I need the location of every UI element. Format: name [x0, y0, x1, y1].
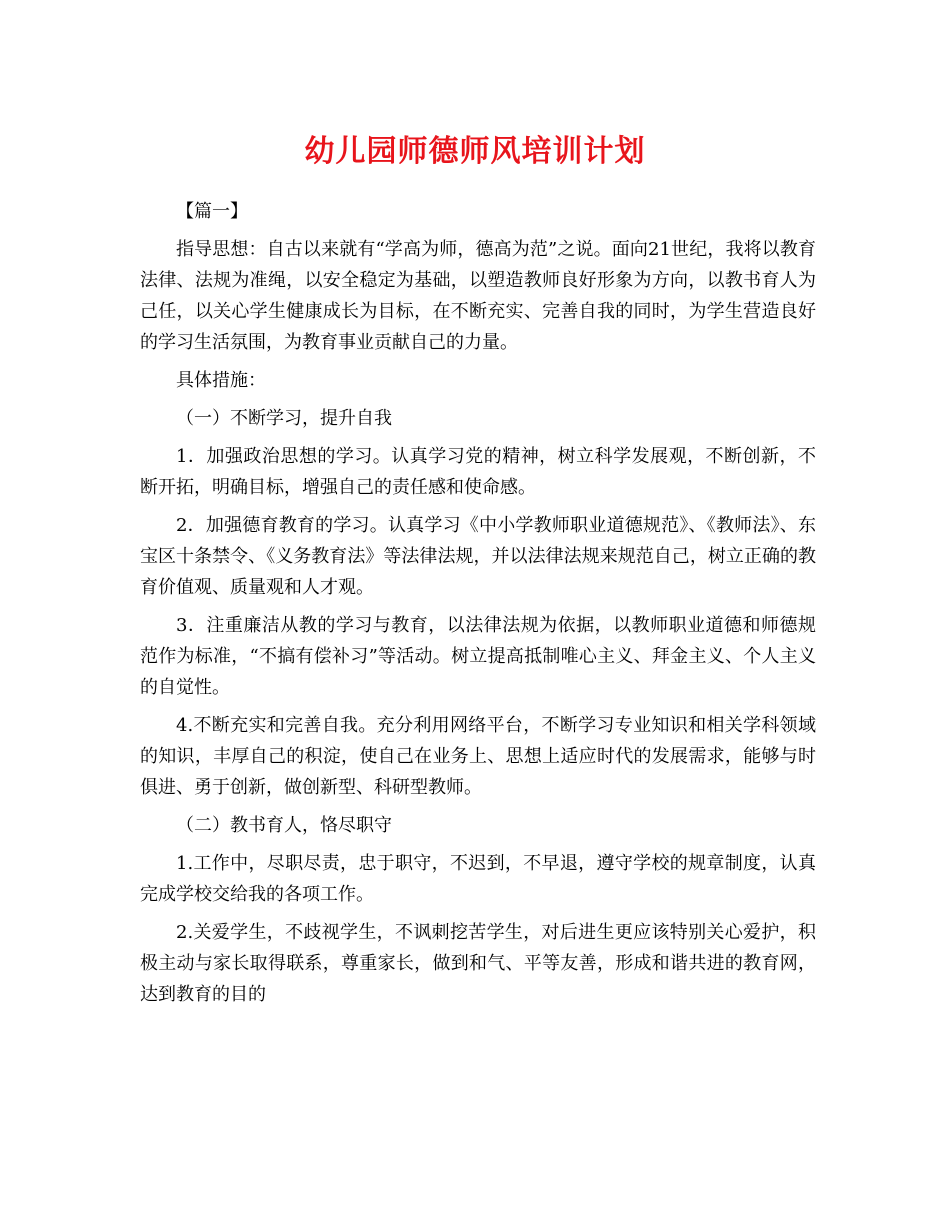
paragraph-guiding-thought: 指导思想：自古以来就有“学高为师，德高为范”之说。面向21世纪，我将以教育法律、法规为准绳，以安全稳定为基础，以塑造教师良好形象为方向，以教书育人为己任，以关心学生健康成长为目标，在不断充实、完善自我的同时，为学生营造良好的学习生活氛围，为教育事业贡献自己的力量。 — [140, 239, 816, 353]
document-body — [140, 196, 816, 1017]
subsection-heading-1: （一）不断学习，提升自我 — [176, 408, 392, 429]
paragraph-item: 4.不断充实和完善自我。充分利用网络平台，不断学习专业知识和相关学科领域的知识，丰厚自己的积淀，使自己在业务上、思想上适应时代的发展需求，能够与时俱进、勇于创新，做创新型、科研型教师。 — [140, 715, 816, 798]
paragraph-item: 1.工作中，尽职尽责，忠于职守，不迟到，不早退，遵守学校的规章制度，认真完成学校交给我的各项工作。 — [140, 853, 816, 905]
document-title: 幼儿园师德师风培训计划 — [304, 134, 646, 169]
paragraph-item: 2．加强德育教育的学习。认真学习《中小学教师职业道德规范》、《教师法》、东宝区十条禁令、《义务教育法》等法律法规，并以法律法规来规范自己，树立正确的教育价值观、质量观和人才观。 — [140, 515, 816, 598]
paragraph-item: 3．注重廉洁从教的学习与教育，以法律法规为依据，以教师职业道德和师德规范作为标准，“不搞有偿补习”等活动。树立提高抵制唯心主义、拜金主义、个人主义的自觉性。 — [140, 615, 816, 698]
section-label: 【篇一】 — [176, 201, 248, 222]
paragraph-item: 1．加强政治思想的学习。认真学习党的精神，树立科学发展观，不断创新，不断开拓，明确目标，增强自己的责任感和使命感。 — [140, 446, 816, 498]
paragraph-measures-heading: 具体措施： — [176, 370, 266, 391]
subsection-heading-2: （二）教书育人，恪尽职守 — [176, 815, 392, 836]
paragraph-item: 2.关爱学生，不歧视学生，不讽刺挖苦学生，对后进生更应该特别关心爱护，积极主动与家长取得联系，尊重家长，做到和气、平等友善，形成和谐共进的教育网，达到教育的目的 — [140, 922, 816, 1005]
